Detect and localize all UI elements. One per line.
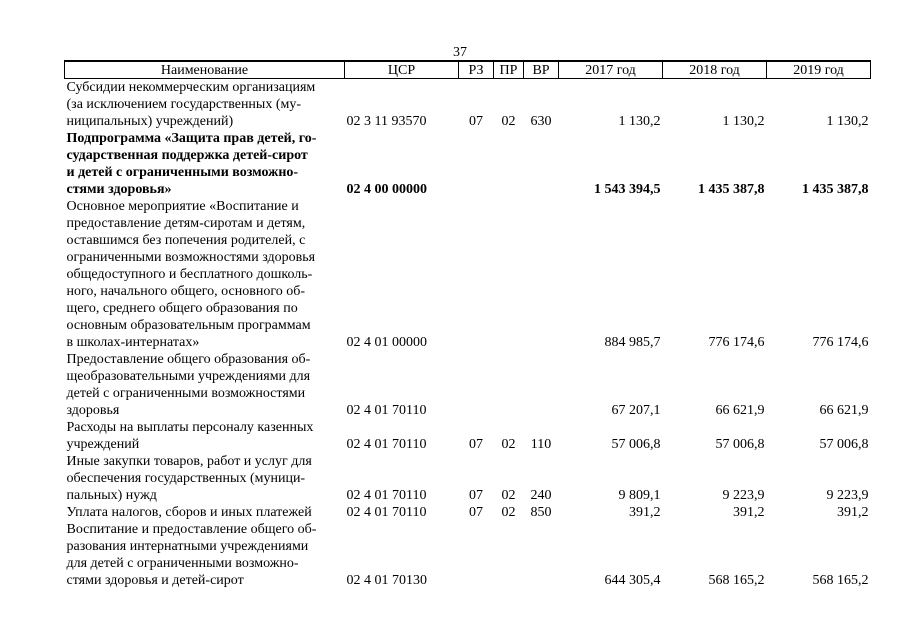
row-csr: 02 4 00 00000 bbox=[346, 182, 427, 197]
table-body bbox=[65, 79, 871, 590]
table-header-row bbox=[65, 61, 871, 79]
row-vr bbox=[524, 198, 559, 351]
header-pr: ПР bbox=[494, 61, 524, 79]
row-name-line: Расходы на выплаты персоналу казенных bbox=[66, 420, 314, 435]
row-name-line: (за исключением государственных (му- bbox=[66, 97, 302, 112]
row-name-line: Основное мероприятие «Воспитание и bbox=[66, 199, 299, 214]
row-2019: 66 621,9 bbox=[819, 403, 869, 418]
row-name-line: разования интернатными учреждениями bbox=[66, 539, 309, 554]
row-rz bbox=[459, 351, 494, 419]
row-pr bbox=[494, 521, 524, 589]
row-name-line: детей с ограниченными возможностями bbox=[66, 386, 306, 401]
row-name-line: обеспечения государственных (муници- bbox=[66, 471, 306, 486]
row-csr: 02 4 01 70110 bbox=[346, 403, 427, 418]
row-name-line: учреждений bbox=[66, 437, 140, 452]
row-pr: 02 bbox=[501, 114, 516, 129]
row-rz bbox=[459, 521, 494, 589]
row-name-line: для детей с ограниченными возможно- bbox=[66, 556, 299, 571]
row-csr: 02 4 01 00000 bbox=[346, 335, 427, 350]
table-row bbox=[65, 198, 871, 351]
row-name-line: здоровья bbox=[66, 403, 120, 418]
row-name-line: Подпрограмма «Защита прав детей, го- bbox=[66, 131, 317, 146]
row-name-line: Воспитание и предоставление общего об- bbox=[66, 522, 317, 537]
row-name-line: общедоступного и бесплатного дошколь- bbox=[66, 267, 313, 282]
row-2017: 644 305,4 bbox=[604, 573, 661, 588]
row-2019: 568 165,2 bbox=[812, 573, 869, 588]
row-name-line: оставшимся без попечения родителей, с bbox=[66, 233, 306, 248]
row-name-line: Субсидии некоммерческим организациям bbox=[66, 80, 316, 95]
row-name bbox=[65, 79, 345, 131]
row-rz: 07 bbox=[469, 114, 483, 129]
row-rz: 07 bbox=[469, 488, 483, 503]
row-pr bbox=[494, 130, 524, 198]
row-2017: 9 809,1 bbox=[618, 488, 661, 503]
header-name: Наименование bbox=[65, 61, 345, 79]
row-2019: 9 223,9 bbox=[826, 488, 869, 503]
row-csr: 02 4 01 70130 bbox=[346, 573, 427, 588]
row-2018: 1 435 387,8 bbox=[698, 182, 765, 197]
row-2017: 67 207,1 bbox=[611, 403, 661, 418]
row-vr: 630 bbox=[530, 114, 552, 129]
row-2017: 1 543 394,5 bbox=[594, 182, 661, 197]
row-2017: 57 006,8 bbox=[611, 437, 661, 452]
row-2019: 391,2 bbox=[837, 505, 869, 520]
row-vr: 110 bbox=[530, 437, 552, 452]
row-2018: 391,2 bbox=[733, 505, 765, 520]
row-name bbox=[65, 198, 345, 351]
row-csr: 02 4 01 70110 bbox=[346, 505, 427, 520]
row-2018: 9 223,9 bbox=[722, 488, 765, 503]
row-name-line: ограниченными возможностями здоровья bbox=[66, 250, 316, 265]
row-name-line: щеобразовательными учреждениями для bbox=[66, 369, 311, 384]
row-pr bbox=[494, 198, 524, 351]
row-name bbox=[65, 521, 345, 589]
row-csr: 02 3 11 93570 bbox=[346, 114, 427, 129]
header-2018: 2018 год bbox=[663, 61, 767, 79]
row-name-line: стями здоровья и детей-сирот bbox=[66, 573, 244, 588]
row-name-line: ниципальных) учреждений) bbox=[66, 114, 234, 129]
row-name bbox=[65, 453, 345, 504]
row-name bbox=[65, 130, 345, 198]
row-rz bbox=[459, 130, 494, 198]
table-row bbox=[65, 130, 871, 198]
row-name-line: Уплата налогов, сборов и иных платежей bbox=[66, 505, 312, 520]
header-vr: ВР bbox=[524, 61, 559, 79]
table-row bbox=[65, 79, 871, 131]
row-name-line: предоставление детям-сиротам и детям, bbox=[66, 216, 306, 231]
row-csr: 02 4 01 70110 bbox=[346, 488, 427, 503]
row-name bbox=[65, 504, 345, 521]
row-name-line: сударственная поддержка детей-сирот bbox=[66, 148, 308, 163]
row-pr: 02 bbox=[501, 488, 516, 503]
row-pr: 02 bbox=[501, 505, 516, 520]
row-rz: 07 bbox=[469, 437, 483, 452]
table-row bbox=[65, 504, 871, 521]
row-2017: 1 130,2 bbox=[618, 114, 661, 129]
header-2019: 2019 год bbox=[767, 61, 871, 79]
row-2017: 884 985,7 bbox=[604, 335, 661, 350]
table-row bbox=[65, 453, 871, 504]
row-vr bbox=[524, 130, 559, 198]
table-row bbox=[65, 521, 871, 589]
row-2019: 776 174,6 bbox=[812, 335, 869, 350]
row-name-line: основным образовательным программам bbox=[66, 318, 311, 333]
row-name-line: и детей с ограниченными возможно- bbox=[66, 165, 299, 180]
row-vr: 240 bbox=[530, 488, 552, 503]
row-csr: 02 4 01 70110 bbox=[346, 437, 427, 452]
row-2018: 776 174,6 bbox=[708, 335, 765, 350]
row-2019: 1 435 387,8 bbox=[802, 182, 869, 197]
row-vr: 850 bbox=[530, 505, 552, 520]
row-name-line: в школах-интернатах» bbox=[66, 335, 200, 350]
row-2018: 57 006,8 bbox=[715, 437, 765, 452]
row-2018: 1 130,2 bbox=[722, 114, 765, 129]
header-2017: 2017 год bbox=[559, 61, 663, 79]
row-name bbox=[65, 419, 345, 453]
row-2018: 66 621,9 bbox=[715, 403, 765, 418]
page-number: 37 bbox=[453, 45, 467, 60]
table-row bbox=[65, 351, 871, 419]
row-name-line: щего, среднего общего образования по bbox=[66, 301, 298, 316]
header-csr: ЦСР bbox=[345, 61, 459, 79]
row-2017: 391,2 bbox=[629, 505, 661, 520]
row-name-line: ного, начального общего, основного об- bbox=[66, 284, 306, 299]
row-pr: 02 bbox=[501, 437, 516, 452]
row-2019: 1 130,2 bbox=[826, 114, 869, 129]
row-vr bbox=[524, 351, 559, 419]
row-name-line: Иные закупки товаров, работ и услуг для bbox=[66, 454, 312, 469]
row-2018: 568 165,2 bbox=[708, 573, 765, 588]
row-2019: 57 006,8 bbox=[819, 437, 869, 452]
row-vr bbox=[524, 521, 559, 589]
budget-table bbox=[64, 60, 871, 589]
row-pr bbox=[494, 351, 524, 419]
row-rz bbox=[459, 198, 494, 351]
table-row bbox=[65, 419, 871, 453]
header-rz: РЗ bbox=[459, 61, 494, 79]
row-name bbox=[65, 351, 345, 419]
row-name-line: пальных) нужд bbox=[66, 488, 157, 503]
row-name-line: Предоставление общего образования об- bbox=[66, 352, 311, 367]
row-name-line: стями здоровья» bbox=[66, 182, 172, 197]
row-rz: 07 bbox=[469, 505, 483, 520]
